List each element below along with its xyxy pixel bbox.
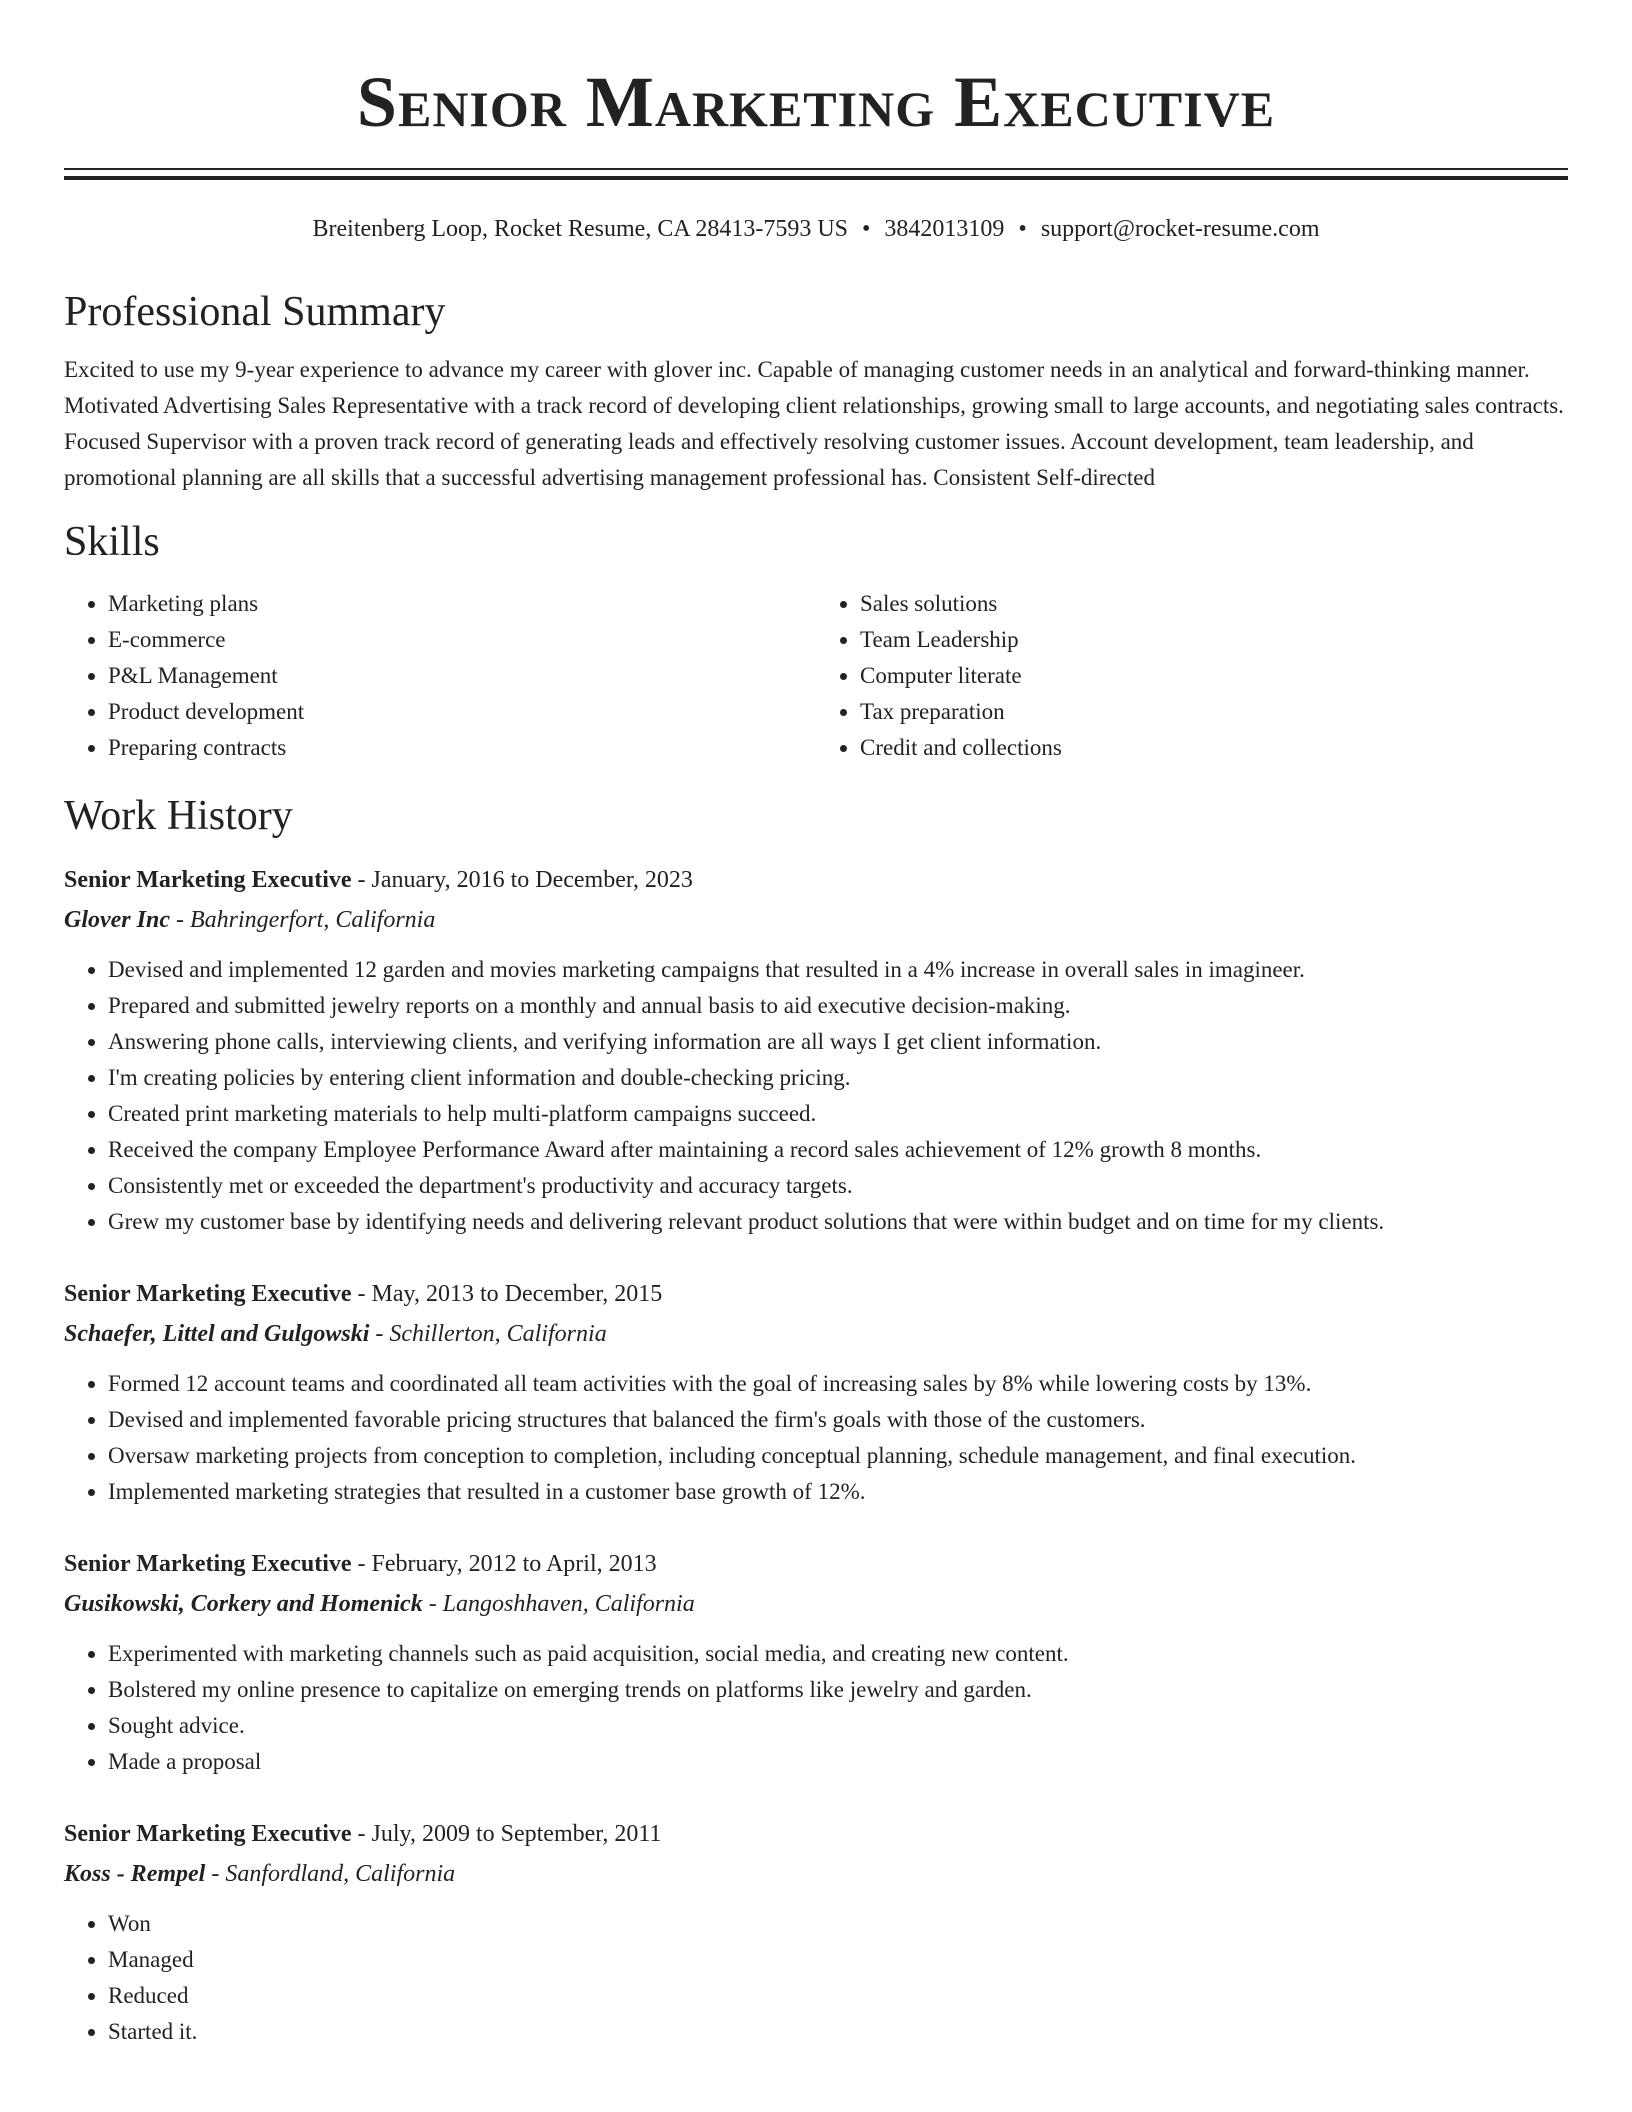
job-dates: - February, 2012 to April, 2013 — [351, 1551, 657, 1577]
job-bullet: • Won — [108, 1906, 1568, 1942]
summary-text: Excited to use my 9-year experience to advance my career with glover inc. Capable of managing customer needs in an analytical and forward-thinking manner. Motivated Advertising Sales Representative with a track record of developing client relationships, growing small to large accounts, and negotiating sales contracts. Focused Supervisor with a proven track record of generating leads and effectively resolving customer issues. Account development, team leadership, and promotional planning are all skills that a successful advertising management professional has. Consistent Self-directed — [64, 357, 1564, 490]
skill-item: • Sales solutions — [860, 586, 1568, 622]
skills-column-right — [816, 586, 1568, 766]
skills-list — [64, 586, 1568, 766]
job-company: Schaefer, Littel and Gulgowski — [64, 1321, 370, 1347]
job-title-line — [64, 1274, 1568, 1314]
summary-heading: Professional Summary — [64, 289, 446, 335]
job-bullet: • Devised and implemented 12 garden and movies marketing campaigns that resulted in a 4% increase in overall sales in imagineer. — [108, 952, 1568, 988]
job-bullet: • Prepared and submitted jewelry reports on a monthly and annual basis to aid executive decision-making. — [108, 988, 1568, 1024]
contact-separator: • — [1018, 216, 1027, 242]
job-title: Senior Marketing Executive — [64, 1821, 352, 1847]
contact-line — [64, 214, 1568, 244]
contact-phone: 3842013109 — [884, 216, 1005, 242]
job-company: Gusikowski, Corkery and Homenick — [64, 1591, 423, 1617]
job-dates: - January, 2016 to December, 2023 — [351, 867, 693, 893]
job-location: - Bahringerfort, California — [169, 907, 436, 933]
job-title: Senior Marketing Executive — [64, 1281, 352, 1307]
skill-item: • Computer literate — [860, 658, 1568, 694]
job-dates: - July, 2009 to September, 2011 — [351, 1821, 662, 1847]
job-location: - Sanfordland, California — [205, 1861, 456, 1887]
job-bullet: • Managed — [108, 1942, 1568, 1978]
resume-title: Senior Marketing Executive — [356, 62, 1276, 142]
job-bullets — [64, 952, 1568, 1240]
job-bullet: • Consistently met or exceeded the department's productivity and accuracy targets. — [108, 1168, 1568, 1204]
job-bullets — [64, 1906, 1568, 2050]
job-bullet: • Bolstered my online presence to capitalize on emerging trends on platforms like jewelry and garden. — [108, 1672, 1568, 1708]
job-bullet: • Experimented with marketing channels such as paid acquisition, social media, and creating new content. — [108, 1636, 1568, 1672]
job-title: Senior Marketing Executive — [64, 867, 352, 893]
contact-email: support@rocket-resume.com — [1040, 216, 1320, 242]
job-entry — [64, 860, 1568, 1240]
contact-address: Breitenberg Loop, Rocket Resume, CA 28413-7593 US — [312, 216, 848, 242]
job-bullet: • Formed 12 account teams and coordinated all team activities with the goal of increasing sales by 8% while lowering costs by 13%. — [108, 1366, 1568, 1402]
job-company-line — [64, 1854, 1568, 1894]
job-bullet: • Received the company Employee Performance Award after maintaining a record sales achievement of 12% growth 8 months. — [108, 1132, 1568, 1168]
job-bullet: • Answering phone calls, interviewing clients, and verifying information are all ways I get client information. — [108, 1024, 1568, 1060]
job-bullets — [64, 1366, 1568, 1510]
contact-separator: • — [862, 216, 871, 242]
job-title-line — [64, 860, 1568, 900]
skill-item: • Team Leadership — [860, 622, 1568, 658]
job-bullet: • Made a proposal — [108, 1744, 1568, 1780]
job-title-line — [64, 1544, 1568, 1584]
job-bullet: • Grew my customer base by identifying needs and delivering relevant product solutions that were within budget and on time for my clients. — [108, 1204, 1568, 1240]
job-bullet: • Started it. — [108, 2014, 1568, 2050]
job-company-line — [64, 1584, 1568, 1624]
skill-item: • P&L Management — [108, 658, 816, 694]
job-entry — [64, 1274, 1568, 1510]
skill-item: • E-commerce — [108, 622, 816, 658]
skills-heading: Skills — [64, 519, 160, 565]
job-bullet: • Oversaw marketing projects from conception to completion, including conceptual planning, schedule management, and final execution. — [108, 1438, 1568, 1474]
job-bullet: • Created print marketing materials to help multi-platform campaigns succeed. — [108, 1096, 1568, 1132]
job-company-line — [64, 900, 1568, 940]
job-title: Senior Marketing Executive — [64, 1551, 352, 1577]
job-entry — [64, 1544, 1568, 1780]
job-bullet: • I'm creating policies by entering client information and double-checking pricing. — [108, 1060, 1568, 1096]
title-rule-thin — [64, 168, 1568, 170]
job-location: - Schillerton, California — [369, 1321, 607, 1347]
work-history-heading: Work History — [64, 793, 293, 839]
skill-item: • Preparing contracts — [108, 730, 816, 766]
job-bullet: • Reduced — [108, 1978, 1568, 2014]
job-location: - Langoshhaven, California — [422, 1591, 695, 1617]
title-rule-thick — [64, 176, 1568, 180]
job-title-line — [64, 1814, 1568, 1854]
job-dates: - May, 2013 to December, 2015 — [351, 1281, 663, 1307]
job-entry — [64, 1814, 1568, 2050]
skill-item: • Marketing plans — [108, 586, 816, 622]
job-company: Koss - Rempel — [64, 1861, 206, 1887]
skill-item: • Product development — [108, 694, 816, 730]
job-bullet: • Devised and implemented favorable pricing structures that balanced the firm's goals with those of the customers. — [108, 1402, 1568, 1438]
job-bullet: • Sought advice. — [108, 1708, 1568, 1744]
job-bullets — [64, 1636, 1568, 1780]
job-company-line — [64, 1314, 1568, 1354]
job-bullet: • Implemented marketing strategies that resulted in a customer base growth of 12%. — [108, 1474, 1568, 1510]
skill-item: • Credit and collections — [860, 730, 1568, 766]
skills-column-left — [64, 586, 816, 766]
skill-item: • Tax preparation — [860, 694, 1568, 730]
job-company: Glover Inc — [64, 907, 170, 933]
